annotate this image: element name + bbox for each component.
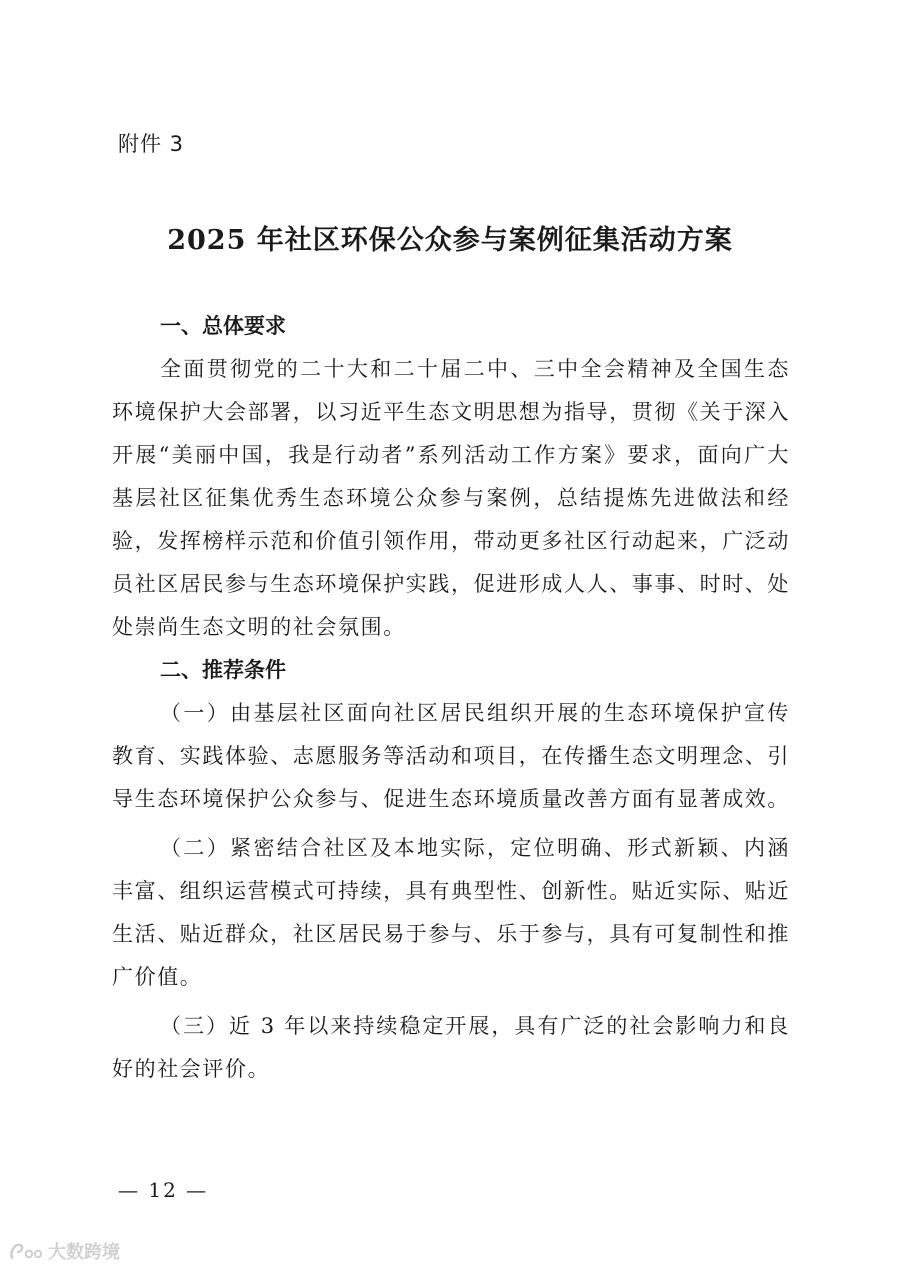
paragraph-condition-3: （三）近 3 年以来持续稳定开展，具有广泛的社会影响力和良好的社会评价。 — [112, 1014, 790, 1081]
section-heading-recommendation-conditions: 二、推荐条件 — [160, 658, 286, 682]
attachment-label: 附件 3 — [118, 132, 185, 156]
section-heading-general-requirements: 一、总体要求 — [160, 314, 286, 338]
paragraph-condition-2: （二）紧密结合社区及本地实际，定位明确、形式新颖、内涵丰富、组织运营模式可持续，具有典型性、创新性。贴近实际、贴近生活、贴近群众，社区居民易于参与、乐于参与，具有可复制性和推广价值。 — [112, 836, 790, 989]
document-body — [112, 305, 790, 1091]
page-number: — 12 — — [118, 1178, 209, 1202]
document-title: 2025 年社区环保公众参与案例征集活动方案 — [167, 225, 733, 256]
watermark — [8, 1238, 120, 1264]
watermark-logo-icon — [8, 1240, 44, 1262]
watermark-text: 大数跨境 — [48, 1242, 120, 1263]
paragraph-general-requirements: 全面贯彻党的二十大和二十届二中、三中全会精神及全国生态环境保护大会部署，以习近平生态文明思想为指导，贯彻《关于深入开展“美丽中国，我是行动者”系列活动工作方案》要求，面向广大基层社区征集优秀生态环境公众参与案例，总结提炼先进做法和经验，发挥榜样示范和价值引领作用，带动更多社区行动起来，广泛动员社区居民参与生态环境保护实践，促进形成人人、事事、时时、处处崇尚生态文明的社会氛围。 — [112, 357, 790, 639]
paragraph-condition-1: （一）由基层社区面向社区居民组织开展的生态环境保护宣传教育、实践体验、志愿服务等活动和项目，在传播生态文明理念、引导生态环境保护公众参与、促进生态环境质量改善方面有显著成效。 — [112, 701, 790, 811]
